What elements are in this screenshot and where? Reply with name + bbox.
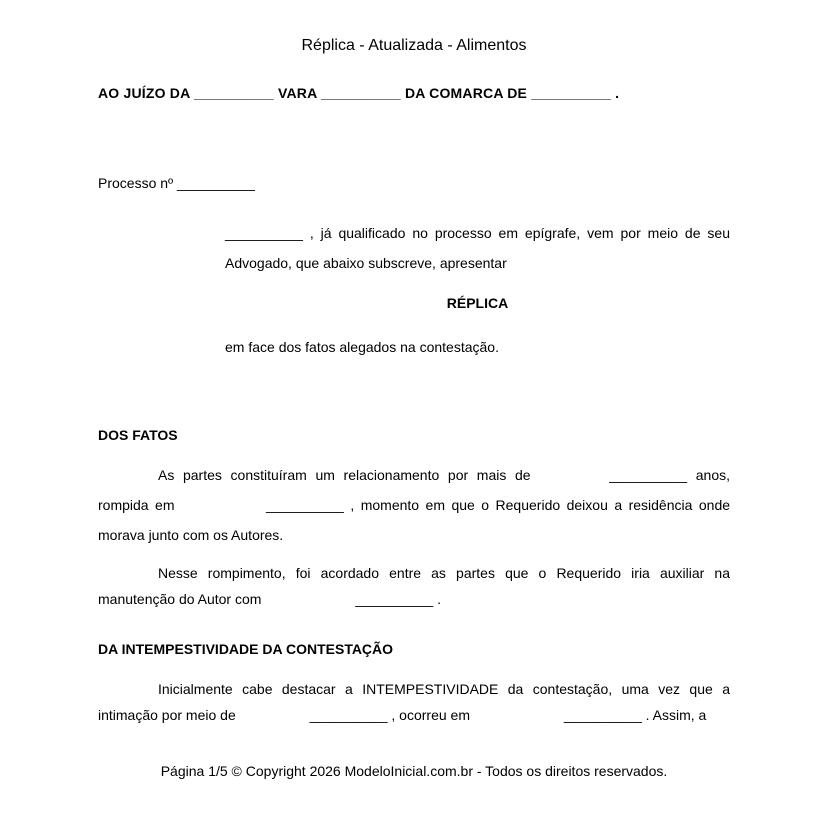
paragraph-text: , momento em que o Requerido deixou a residência onde morava junto com os Autores. (98, 497, 731, 543)
paragraph-text: Nesse rompimento, foi acordado entre as partes que o Requerido iria auxiliar na manutenção do Autor com (98, 565, 730, 607)
blank-field-vara-number: __________ (194, 85, 274, 101)
dos-fatos-paragraph-2 (98, 560, 730, 612)
blank-field-comarca: __________ (531, 85, 612, 101)
addressing-period: . (615, 85, 620, 101)
addressing-line (98, 84, 730, 102)
blank-field-date: __________ (265, 497, 344, 513)
section-heading-dos-fatos: DOS FATOS (98, 427, 178, 443)
paragraph-text: As partes constituíram um relacionamento por mais de (158, 467, 531, 483)
blank-field-vara-name: __________ (321, 85, 401, 101)
addressing-text-2: VARA (277, 85, 317, 101)
paragraph-text: , ocorreu em (391, 707, 470, 723)
intempestividade-paragraph-1 (98, 676, 730, 728)
section-heading-intempestividade: DA INTEMPESTIVIDADE DA CONTESTAÇÃO (98, 641, 394, 657)
processo-label: Processo nº (98, 175, 174, 191)
blank-field-party-name: __________ (225, 225, 303, 241)
paragraph-text: anos, rompida em (98, 467, 731, 513)
qualification-paragraph (225, 218, 730, 278)
qualification-text: , já qualificado no processo em epígrafe, vem por meio de seu Advogado, que abaixo subscreve, apresentar (225, 225, 730, 271)
replica-intro-text: em face dos fatos alegados na contestação. (225, 339, 499, 355)
document-title: Réplica - Atualizada - Alimentos (301, 37, 527, 54)
paragraph-text: Inicialmente cabe destacar a INTEMPESTIVIDADE da contestação, uma vez que a intimação por meio de (98, 681, 730, 723)
processo-line (98, 174, 730, 192)
paragraph-text: . (437, 591, 441, 607)
replica-heading: RÉPLICA (446, 295, 509, 311)
blank-field-amount: __________ (355, 591, 434, 607)
blank-field-intimation-means: __________ (309, 707, 388, 723)
page-footer: Página 1/5 © Copyright 2026 ModeloInicial.com.br - Todos os direitos reservados. (160, 763, 668, 779)
dos-fatos-paragraph-1 (98, 460, 730, 550)
addressing-text-1: AO JUÍZO DA (98, 85, 190, 101)
blank-field-processo-number: __________ (177, 175, 255, 191)
blank-field-intimation-date: __________ (563, 707, 642, 723)
paragraph-text: . Assim, a (645, 707, 707, 723)
addressing-text-3: DA COMARCA DE (404, 85, 528, 101)
blank-field-years: __________ (609, 467, 688, 483)
